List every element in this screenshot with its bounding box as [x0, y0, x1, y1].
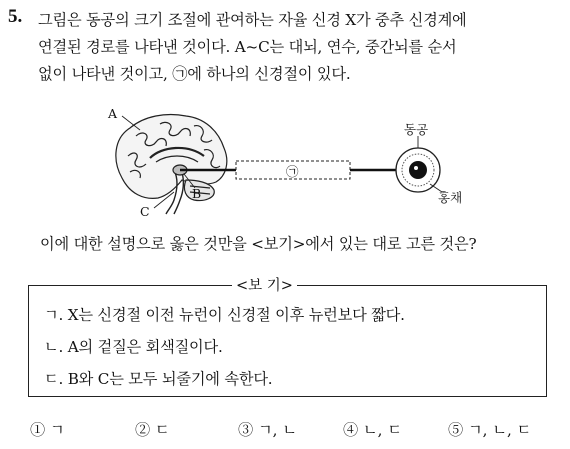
- label-iris: 홍채: [438, 190, 463, 205]
- label-pupil: 동공: [404, 122, 429, 137]
- answer-choice-2[interactable]: ② ㄷ: [135, 421, 170, 439]
- label-a: A: [108, 106, 118, 121]
- bogi-item: ㄱ. X는 신경절 이전 뉴런이 신경절 이후 뉴런보다 짧다.: [44, 306, 405, 324]
- nerve-pathway-diagram: [100, 100, 480, 225]
- stem-line: 연결된 경로를 나타낸 것이다. A~C는 대뇌, 연수, 중간뇌를 순서: [38, 38, 457, 56]
- brain-illustration: [116, 115, 227, 215]
- label-b: B: [192, 186, 202, 201]
- label-ganglion: ㉠: [286, 164, 299, 179]
- question-number: 5.: [8, 6, 23, 27]
- answer-choice-4[interactable]: ④ ㄴ, ㄷ: [343, 421, 403, 439]
- bogi-title: <보 기>: [232, 274, 297, 295]
- answer-choice-3[interactable]: ③ ㄱ, ㄴ: [238, 421, 298, 439]
- question-prompt: 이에 대한 설명으로 옳은 것만을 <보기>에서 있는 대로 고른 것은?: [40, 235, 477, 253]
- question-stem: [38, 7, 563, 88]
- label-c: C: [140, 204, 150, 219]
- bogi-item: ㄷ. B와 C는 모두 뇌줄기에 속한다.: [44, 370, 273, 388]
- stem-line: 없이 나타낸 것이고, ㉠에 하나의 신경절이 있다.: [38, 65, 351, 83]
- bogi-item: ㄴ. A의 겉질은 회색질이다.: [44, 338, 223, 356]
- answer-choice-1[interactable]: ① ㄱ: [30, 421, 65, 439]
- answer-choice-5[interactable]: ⑤ ㄱ, ㄴ, ㄷ: [448, 421, 532, 439]
- eye-illustration: [396, 148, 440, 192]
- stem-line: 그림은 동공의 크기 조절에 관여하는 자율 신경 X가 중추 신경계에: [38, 11, 467, 29]
- pupil-shape: [409, 161, 427, 179]
